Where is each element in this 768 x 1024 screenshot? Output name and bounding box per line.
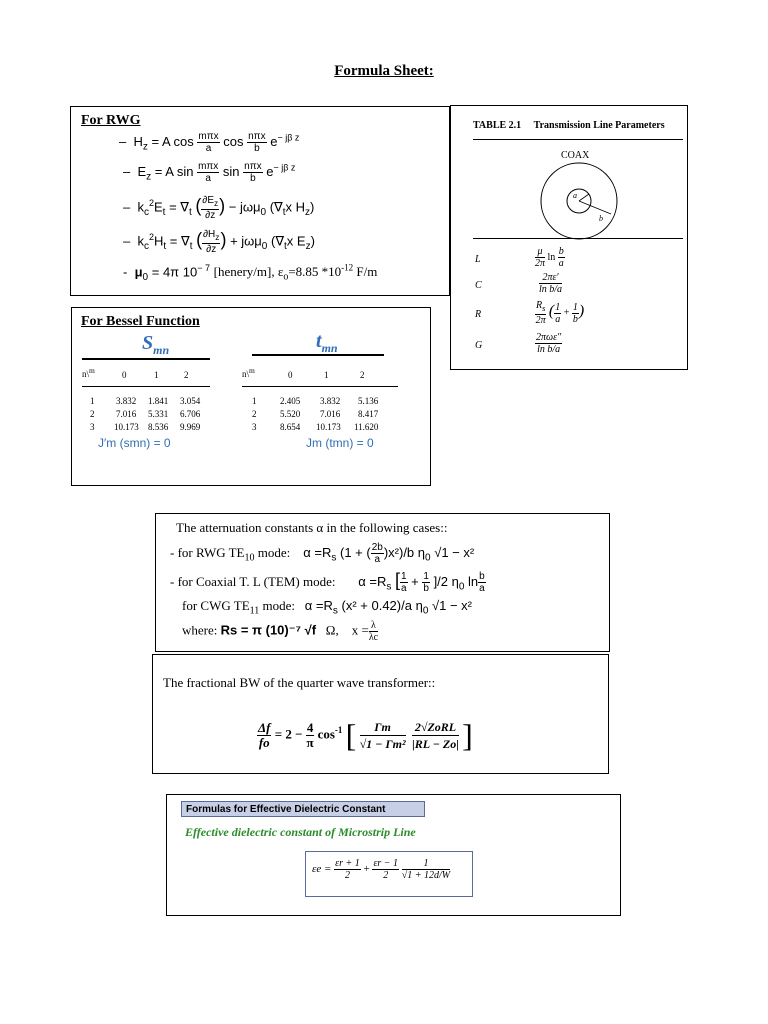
rwg-ht-formula: – $k_c^2H_t = \nabla_t$ ( $\frac{\partial H_z}{\partial z}$ ) + jωμ$_0$ ($\nabla_tx$ $E_z$) [123, 229, 315, 255]
s-table-row: 2 7.016 5.331 6.706 [90, 409, 201, 419]
t-table-row: 3 8.654 10.173 11.620 [252, 422, 379, 432]
qwt-intro: The fractional BW of the quarter wave transformer:: [163, 675, 436, 690]
t-mn-equation: Jm (tmn) = 0 [306, 436, 374, 450]
rwg-et-formula: – $k_c^2E_t = \nabla_t$ ( $\frac{\partial E_z}{\partial z}$ ) − jωμ$_0$ ($\nabla_tx$ $H_z$) [123, 195, 315, 221]
svg-text:b: b [599, 214, 603, 223]
t-mn-label: $t_{mn}$ [316, 330, 338, 355]
atten-rwg-line: - for RWG $TE_{10}$ mode: $\alpha =R_s$ (1 + ( $\frac{2b}{a}$ )x²)/b $\eta_0$ √1 − x² [170, 542, 475, 565]
t-col-1: 1 [324, 370, 329, 380]
t-col-0: 0 [288, 370, 293, 380]
s-col-2: 2 [184, 370, 189, 380]
coax-cross-section [539, 161, 619, 241]
t-table-row: 1 2.405 3.832 5.136 [252, 396, 379, 406]
quarter-wave-box [152, 654, 609, 774]
s-col-0: 0 [122, 370, 127, 380]
effdiel-formula: εe = $\frac{\varepsilon r + 1}{2}$ + $\frac{\varepsilon r - 1}{2}$ $\frac{1}{√1 + 12d/W}$ [305, 851, 473, 897]
s-table-row: 3 10.173 8.536 9.969 [90, 422, 201, 432]
atten-coax-line: - for Coaxial T. L (TEM) mode: $\alpha =R_s$ [ $\frac{1}{a}$ + $\frac{1}{b}$ ]/2 $\eta_0$ ln $\frac{b}{a}$ [170, 570, 485, 595]
bessel-table-image [82, 332, 408, 458]
coax-label: COAX [561, 150, 590, 161]
attenuation-box [155, 513, 610, 652]
rwg-formula-box [70, 106, 450, 296]
t-table-row: 2 5.520 7.016 8.417 [252, 409, 379, 419]
svg-text:a: a [573, 191, 577, 200]
table-row-L: L $\frac{\mu}{2\pi}$ ln $\frac{b}{a}$ [475, 246, 564, 269]
s-mn-equation: J′m (smn) = 0 [98, 436, 171, 450]
s-table-row: 1 3.832 1.841 3.054 [90, 396, 201, 406]
table-row-R: R $\frac{R_s}{2\pi}$ ( $\frac{1}{a}$ + $\frac{1}{b}$ ) [475, 300, 585, 326]
rwg-mu0-formula: - $\mu_0 = 4\pi$ $10^{- 7}$ [henery/m], $\varepsilon_o=8.85$ $*10^{-12}$ F/m [123, 263, 378, 283]
rwg-ez-formula: – $E_z = A$ sin $\frac{\text{mπx}}{a}$ sin $\frac{\text{nπx}}{b}$ $e^{- j\beta z}$ [123, 161, 296, 184]
table-label: TABLE 2.1 [473, 120, 522, 131]
page-title: Formula Sheet: [334, 63, 434, 79]
table-row-G: G $\frac{\text{2πωε″}}{\text{ln b/a}}$ [475, 332, 562, 355]
t-col-2: 2 [360, 370, 365, 380]
table-row-C: C $\frac{2\pi\varepsilon'}{\text{ln b/a}}$ [475, 272, 563, 295]
s-col-1: 1 [154, 370, 159, 380]
bessel-function-box [71, 307, 431, 486]
attenuation-intro: The atternuation constants α in the following cases:: [176, 520, 448, 535]
atten-cwg-line: for CWG $TE_{11}$ mode: $\alpha =R_s$ (x² + 0.42)/a $\eta_0$ √1 − x² [182, 598, 473, 617]
t-corner: n\$^m$ [242, 366, 255, 379]
effective-dielectric-box [166, 794, 621, 916]
effdiel-subtitle: Effective dielectric constant of Microstrip Line [185, 825, 416, 839]
bessel-heading: For Bessel Function [81, 314, 200, 329]
s-corner: n\$^m$ [82, 366, 95, 379]
transmission-line-table [450, 105, 688, 370]
effdiel-header: Formulas for Effective Dielectric Constant [181, 801, 425, 817]
rwg-heading: For RWG [81, 113, 141, 128]
table-title: Transmission Line Parameters [533, 120, 665, 131]
s-mn-label: $S_{mn}$ [142, 332, 170, 357]
atten-where-line: where: Rs = π (10)⁻⁷ √f Ω, x = $\frac{\lambda}{\lambda c}$ [182, 620, 379, 643]
rwg-hz-formula: – $H_z = A$ cos $\frac{\text{mπx}}{a}$ cos $\frac{\text{nπx}}{b}$ $e^{- j\beta z}$ [119, 131, 300, 154]
qwt-formula: $\frac{\Delta f}{fo}$ = 2 − $\frac{4}{\pi}$ $\cos^{-1}$ [ $\frac{\Gamma m}{\text{√1 − Γm²}}$ $\frac{\text{2√ZoRL}}{|RL - Zo|}$ ] [258, 717, 473, 753]
